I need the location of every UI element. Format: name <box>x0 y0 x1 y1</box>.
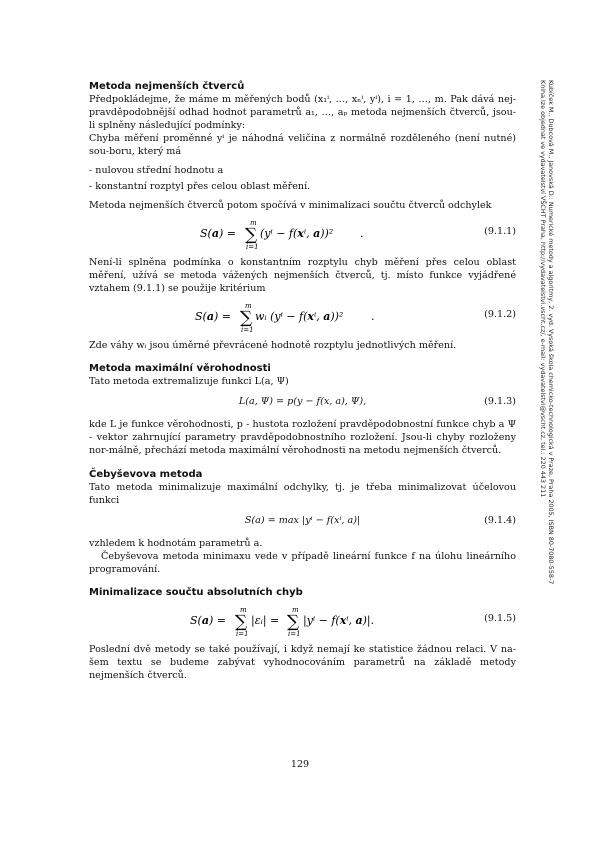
paragraph-weighted: Není-li splněna podmínka o konstantním rozptylu chyb měření přes celou oblast měření, užívá se metoda vážených nejmenších čtverců, tj. místo funkce vyjádřené vztahem (9.1.1) se použije kritérium <box>89 256 516 294</box>
equation-9-1-1-math <box>89 217 516 255</box>
svg-text:S(a) =: S(a) = <box>189 613 226 627</box>
paragraph-chebyshev-text: Čebyševova metoda minimaxu vede v případě lineární funkce f na úlohu lineárního programování. <box>89 550 516 575</box>
paragraph-least-squares-lead: Metoda nejmenších čtverců potom spočívá v minimalizaci součtu čtverců odchylek <box>89 199 492 211</box>
svg-text:S(a) =: S(a) = <box>194 310 231 324</box>
paragraph-weights: Zde váhy wᵢ jsou úměrné převrácené hodnotě rozptylu jednotlivých měření. <box>89 340 457 352</box>
svg-text:∑: ∑ <box>234 611 247 632</box>
svg-text:m: m <box>239 605 247 614</box>
svg-text:i=1: i=1 <box>245 242 259 251</box>
svg-text:m: m <box>291 605 299 614</box>
svg-text:∑: ∑ <box>244 224 257 245</box>
paragraph-chebyshev-after: vzhledem k hodnotám parametrů a. <box>89 537 263 549</box>
svg-text:|εᵢ| =: |εᵢ| = <box>250 613 279 627</box>
section-heading-abs-errors: Minimalizace součtu absolutních chyb <box>89 586 303 598</box>
section-heading-max-likelihood: Metoda maximální věrohodnosti <box>89 363 271 375</box>
equation-number: (9.1.5) <box>484 612 516 624</box>
section-heading-least-squares: Metoda nejmenších čtverců <box>89 81 245 92</box>
equation-number: (9.1.1) <box>484 225 516 237</box>
svg-text:i=1: i=1 <box>235 629 249 638</box>
paragraph-conditions: Chyba měření proměnné yⁱ je náhodná veličina z normálně rozděleného (není nutné) sou-boru, který má <box>89 133 516 158</box>
svg-text:|yⁱ − f(xⁱ, a)|.: |yⁱ − f(xⁱ, a)|. <box>302 613 374 627</box>
paragraph-chebyshev-lead: Tato metoda minimalizuje maximální odchylky, tj. je třeba minimalizovat účelovou funkci <box>89 481 516 506</box>
equation-9-1-5-math <box>89 604 516 642</box>
equation-9-1-3-math: L(a, Ψ) = p(y − f(x, a), Ψ), <box>238 396 367 408</box>
list-item: - konstantní rozptyl přes celou oblast měření. <box>89 180 311 192</box>
svg-text:.: . <box>359 226 363 240</box>
svg-text:m: m <box>249 218 257 227</box>
svg-text:S(a) =: S(a) = <box>199 226 236 240</box>
paragraph-abs-text: Poslední dvě metody se také používají, i když nemají ke statistice žádnou relaci. V na-šem textu se budeme zabývat vyhodnocováním parametrů na základě metody nejmenších čtverců. <box>89 643 516 682</box>
svg-text:i=1: i=1 <box>287 629 301 638</box>
svg-text:.: . <box>370 310 374 324</box>
sidebar-citation-line2: Kniha lze objednat ve vydavatelství VŠCHT Praha, http://vydavatelstvi.vscht.cz/, e-mail: vydavatelstvi@vscht.cz, tel.: 220 443 211 <box>539 80 547 498</box>
svg-text:∑: ∑ <box>286 611 299 632</box>
svg-text:m: m <box>244 302 252 311</box>
equation-number: (9.1.3) <box>484 396 516 408</box>
list-item: - nulovou střední hodnotu a <box>89 165 224 177</box>
section-heading-chebyshev: Čebyševova metoda <box>89 468 203 480</box>
equation-9-1-4 <box>89 512 516 532</box>
svg-text:∑: ∑ <box>239 308 252 329</box>
page-number: 129 <box>290 759 310 770</box>
equation-9-1-2 <box>89 300 516 334</box>
equation-9-1-1 <box>89 217 516 251</box>
svg-text:i=1: i=1 <box>240 326 254 335</box>
equation-9-1-5 <box>89 604 516 638</box>
main-text <box>89 80 516 682</box>
equation-9-1-4-math: S(a) = max |yⁱ − f(xⁱ, a)| <box>244 514 361 526</box>
paragraph-intro: Předpokládejme, že máme m měřených bodů (x₁ⁱ, …, xₙⁱ, yⁱ), i = 1, …, m. Pak dává nej-pravděpodobnější odhad hodnot parametrů a₁, …, aₚ metoda nejmenších čtverců, jsou-li splněny následující podmínky: <box>89 94 516 132</box>
sidebar-citation-line1: Kubíček M., Dubcová M., Janovská D.: Numerické metody a algoritmy, 2. vyd. Vysoká škola chemicko-technologická v Praze, Praha 2005, ISBN 80-7080-558-7 <box>547 80 555 585</box>
svg-text:(yⁱ − f(xⁱ, a))²: (yⁱ − f(xⁱ, a))² <box>259 226 333 240</box>
sidebar-citation <box>539 80 555 680</box>
equation-9-1-3 <box>89 393 516 413</box>
equation-number: (9.1.2) <box>484 309 516 321</box>
condition-list <box>89 164 516 192</box>
paragraph-ml-lead: Tato metoda extremalizuje funkci L(a, Ψ) <box>89 376 289 388</box>
equation-number: (9.1.4) <box>484 514 516 526</box>
equation-9-1-2-math <box>89 300 516 338</box>
svg-text:wᵢ (yⁱ − f(xⁱ, a))²: wᵢ (yⁱ − f(xⁱ, a))² <box>254 310 343 324</box>
paragraph-ml-text: kde L je funkce věrohodnosti, p - hustota rozložení pravděpodobnostní funkce chyb a Ψ - vektor zahrnující parametry pravděpodobnostního rozložení. Jsou-li chyby rozloženy nor-málně, přechází metoda maximální věrohodnosti na metodu nejmenších čtverců. <box>89 419 516 457</box>
